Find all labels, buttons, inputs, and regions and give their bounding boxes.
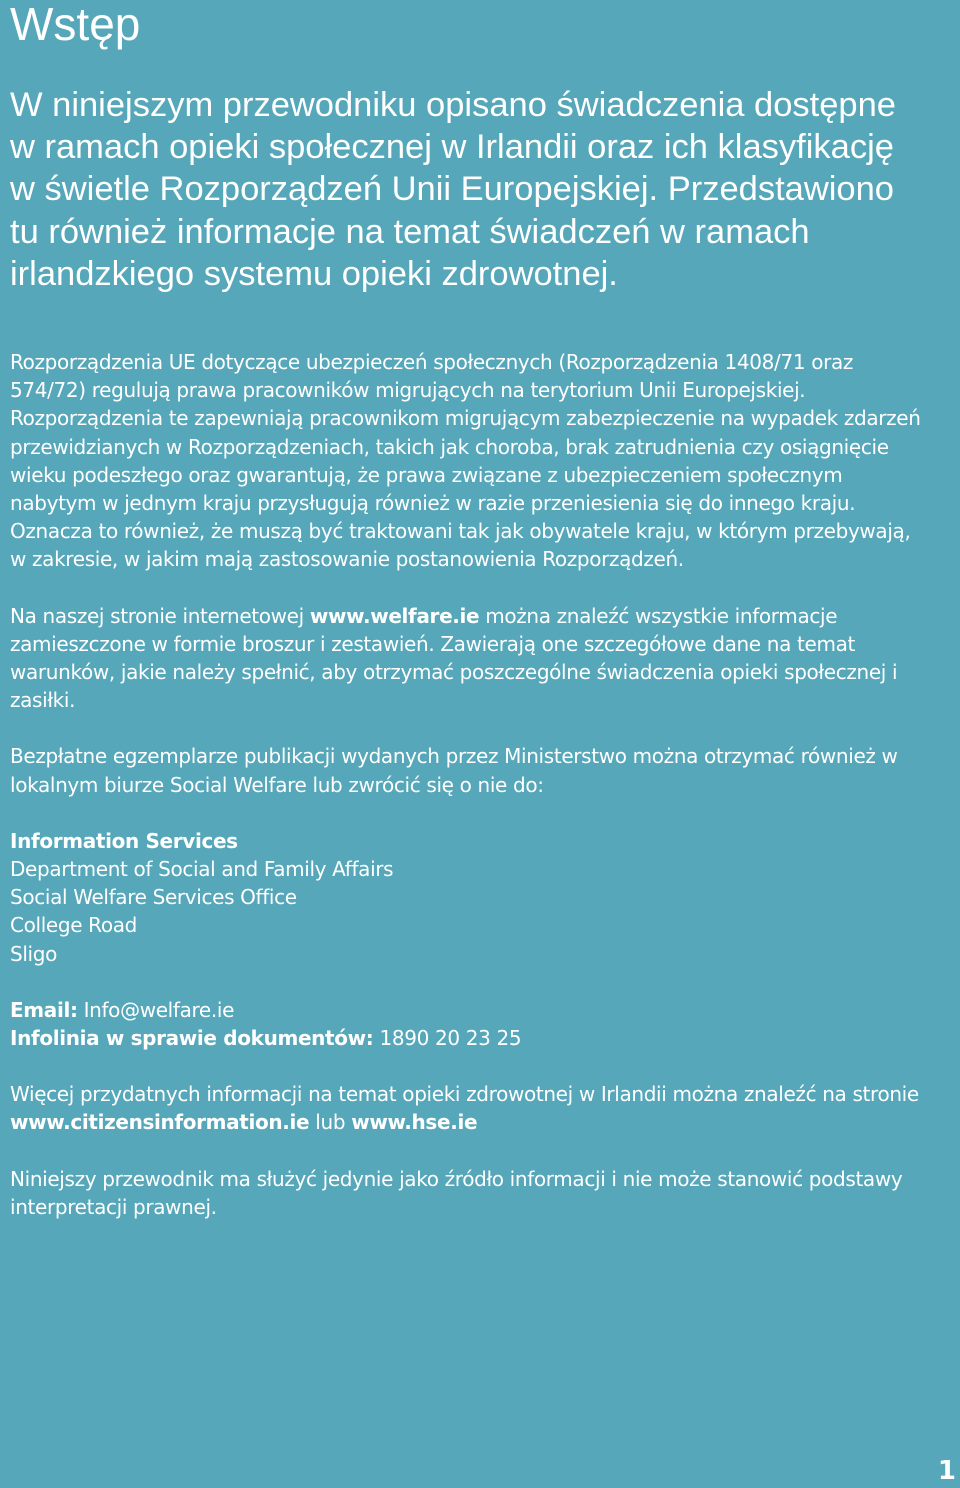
email-value[interactable]: Info@welfare.ie (77, 997, 235, 1022)
welfare-website-link[interactable]: www.welfare.ie (309, 603, 480, 628)
hse-link[interactable]: www.hse.ie (351, 1110, 478, 1135)
website-paragraph (10, 602, 930, 715)
free-copies-paragraph: Bezpłatne egzemplarze publikacji wydanych przez Ministerstwo można otrzymać również w lokalnym biurze Social Welfare lub zwrócić się o nie do: (10, 744, 898, 797)
address-line-town: Sligo (10, 941, 57, 966)
address-line-department: Department of Social and Family Affairs (10, 857, 394, 882)
disclaimer-paragraph: Niniejszy przewodnik ma służyć jedynie jako źródło informacji i nie może stanowić podstawy interpretacji prawnej. (10, 1166, 903, 1219)
website-text-before: Na naszej stronie internetowej (10, 603, 310, 628)
address-line-office: Social Welfare Services Office (10, 885, 297, 910)
email-label: Email: (10, 997, 78, 1022)
body-text (10, 348, 930, 1221)
health-info-paragraph (10, 1080, 930, 1136)
intro-paragraph: W niniejszym przewodniku opisano świadczenia dostępne w ramach opieki społecznej w Irlandii oraz ich klasyfikację w świetle Rozporządzeń Unii Europejskiej. Przedstawiono tu również informacje na temat świadczeń w ramach irlandzkiego systemu opieki zdrowotnej. (10, 86, 896, 293)
address-block (10, 827, 930, 968)
contact-block (10, 996, 930, 1052)
page-content (10, 0, 940, 1221)
page-number: 1 (937, 1456, 956, 1486)
website-text-after: można znaleźć wszystkie informacje zamieszczone w formie broszur i zestawień. Zawierają one szczegółowe dane na temat warunków, jakie należy spełnić, aby otrzymać poszczególne świadczenia opieki społecznej i zasiłki. (10, 603, 898, 713)
phone-label: Infolinia w sprawie dokumentów: (10, 1026, 374, 1051)
phone-value: 1890 20 23 25 (373, 1026, 522, 1051)
address-line-road: College Road (10, 913, 137, 938)
regulations-paragraph: Rozporządzenia UE dotyczące ubezpieczeń społecznych (Rozporządzenia 1408/71 oraz 574/72) regulują prawa pracowników migrujących na terytorium Unii Europejskiej. Rozporządzenia te zapewniają pracownikom migrującym zabezpieczenie na wypadek zdarzeń przewidzianych w Rozporządzeniach, takich jak choroba, brak zatrudnienia czy osiągnięcie wieku podeszłego oraz gwarantują, że prawa związane z ubezpieczeniem społecznym nabytym w jednym kraju przysługują również w razie przeniesienia się do innego kraju. Oznacza to również, że muszą być traktowani tak jak obywatele kraju, w którym przebywają, w zakresie, w jakim mają zastosowanie postanowienia Rozporządzeń. (10, 350, 921, 572)
page-title: Wstęp (10, 0, 141, 50)
health-info-or: lub (309, 1110, 352, 1135)
address-heading: Information Services (10, 828, 238, 853)
health-info-text: Więcej przydatnych informacji na temat opieki zdrowotnej w Irlandii można znaleźć na stronie (10, 1082, 919, 1107)
citizens-information-link[interactable]: www.citizensinformation.ie (10, 1110, 310, 1135)
